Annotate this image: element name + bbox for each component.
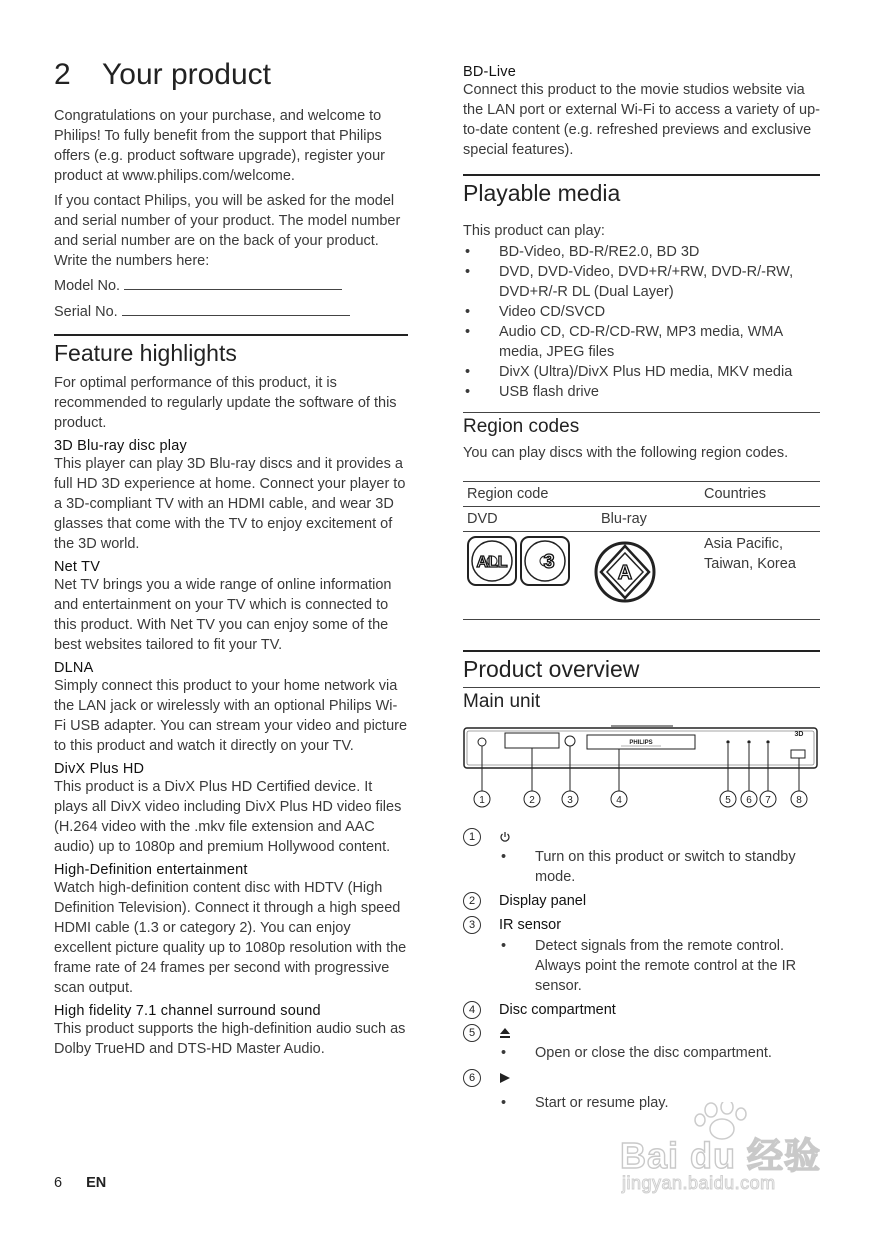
device-diagram [463, 723, 820, 809]
playable-media [463, 174, 820, 402]
part-number: 4 [463, 1001, 481, 1019]
part-bullets [463, 1043, 820, 1063]
list-item: • BD-Video, BD-R/RE2.0, BD 3D [463, 242, 820, 262]
device-3d-logo: 3D [794, 731, 804, 738]
list-item: • DVD, DVD-Video, DVD+R/+RW, DVD-R/-RW, DVD+R/-R DL (Dual Layer) [463, 262, 820, 302]
serial-number-blank [122, 304, 350, 316]
watermark-url: jingyan.baidu.com [622, 1173, 776, 1193]
page-footer [54, 1175, 106, 1191]
part-item [463, 1069, 820, 1087]
intro-section [54, 106, 408, 322]
subsection-title: Region codes [463, 412, 820, 438]
region-all-icon [468, 537, 516, 585]
eject-icon [499, 1027, 511, 1039]
table-row [463, 532, 820, 620]
feature-title: High fidelity 7.1 channel surround sound [54, 1003, 321, 1019]
product-overview-title: Product overview [463, 650, 820, 688]
part-item [463, 1024, 820, 1042]
list-item: • DivX (Ultra)/DivX Plus HD media, MKV media [463, 362, 820, 382]
list-item: • Audio CD, CD-R/CD-RW, MP3 media, WMA media, JPEG files [463, 322, 820, 362]
serial-number-label: Serial No. [54, 304, 118, 320]
table-row [463, 507, 820, 532]
intro-paragraph: Congratulations on your purchase, and welcome to Philips! To fully benefit from the support that Philips offers (e.g. product software upgrade), register your product at www.philips.com/welcome. [54, 108, 385, 184]
chapter-number: 2 [54, 58, 71, 91]
features-intro: For optimal performance of this product, it is recommended to regularly update the software of this product. [54, 375, 397, 431]
part-bullets [463, 847, 820, 887]
callout-label: 8 [796, 795, 802, 806]
part-label: IR sensor [499, 917, 562, 933]
list-item: • Turn on this product or switch to standby mode. [463, 847, 820, 887]
region-codes [463, 412, 820, 620]
list-item: • Open or close the disc compartment. [463, 1043, 820, 1063]
left-column [54, 58, 408, 1059]
part-bullets [463, 936, 820, 996]
region-all-label: ALL [476, 554, 508, 571]
part-number: 5 [463, 1024, 481, 1042]
feature-title: 3D Blu-ray disc play [54, 438, 187, 454]
play-icon [747, 740, 750, 743]
feature-title: DivX Plus HD [54, 761, 145, 777]
chapter-title: Your product [102, 58, 272, 91]
feature-text: This product is a DivX Plus HD Certified device. It plays all DivX video including DivX Plus HD video files (H.264 video with the .mkv file extension and AAC audio) up to 1080p and premium Hollywood content. [54, 779, 402, 855]
callout-label: 6 [746, 795, 752, 806]
part-item [463, 828, 820, 846]
feature-title: DLNA [54, 660, 94, 676]
region-3-icon [521, 537, 569, 585]
table-header-row [463, 482, 820, 507]
part-label: Display panel [499, 893, 587, 909]
feature-highlights [54, 334, 408, 1059]
region-table [463, 481, 820, 620]
device-brand: PHILIPS [629, 740, 653, 746]
callout-label: 4 [616, 795, 622, 806]
serial-number-field [54, 302, 408, 322]
table-cell: Blu-ray [597, 507, 700, 532]
eject-icon [726, 740, 729, 743]
feature-title: High-Definition entertainment [54, 862, 248, 878]
column-header: Countries [700, 482, 820, 507]
list-item: • Detect signals from the remote control. Always point the remote control at the IR sensor. [463, 936, 820, 996]
part-item [463, 891, 820, 911]
callout-label: 1 [479, 795, 485, 806]
bdlive-text: Connect this product to the movie studios website via the LAN port or external Wi-Fi to access a variety of up-to-date content (e.g. refreshed previews and exclusive special features). [463, 82, 820, 158]
list-item: • Start or resume play. [463, 1093, 820, 1113]
part-item [463, 915, 820, 935]
part-number: 3 [463, 916, 481, 934]
page-number: 6 [54, 1175, 63, 1191]
part-number: 2 [463, 892, 481, 910]
chapter-heading [54, 58, 408, 92]
callout-label: 5 [725, 795, 731, 806]
table-cell: Asia Pacific, Taiwan, Korea [700, 532, 820, 620]
list-item: • Video CD/SVCD [463, 302, 820, 322]
bluray-region-icon-cell [597, 532, 700, 620]
model-number-blank [124, 278, 342, 290]
feature-text: Simply connect this product to your home network via the LAN jack or wirelessly with an optional Philips Wi-Fi USB adapter. You can stream your video and picture to this product and watch it directly on your TV. [54, 678, 408, 754]
playable-list [463, 242, 820, 402]
region-intro: You can play discs with the following region codes. [463, 445, 789, 461]
region-a-label: A [617, 562, 633, 584]
table-cell: DVD [463, 507, 597, 532]
callout-label: 3 [567, 795, 573, 806]
main-unit-title: Main unit [463, 691, 541, 712]
play-icon [499, 1072, 511, 1084]
list-item: • USB flash drive [463, 382, 820, 402]
right-column [463, 64, 820, 1117]
callout-label: 2 [529, 795, 535, 806]
region-3-label: 3 [543, 551, 555, 573]
power-icon [499, 831, 511, 843]
intro-paragraph: If you contact Philips, you will be asked for the model and serial number of your product. The model number and serial number are on the back of your product. Write the numbers here: [54, 193, 401, 269]
table-cell [700, 507, 820, 532]
stop-icon [766, 740, 769, 743]
dvd-region-icons-svg [467, 534, 571, 588]
feature-text: Net TV brings you a wide range of online information and entertainment on your TV which is connected to this product. With Net TV you can enjoy some of the best websites tailored to fit your TV. [54, 577, 392, 653]
model-number-field [54, 276, 408, 296]
language-code: EN [86, 1175, 107, 1191]
feature-text: This product supports the high-definition audio such as Dolby TrueHD and DTS-HD Master Audio. [54, 1021, 406, 1057]
callout-label: 7 [765, 795, 771, 806]
dvd-region-icons [463, 532, 597, 620]
bdlive-title: BD-Live [463, 64, 516, 80]
feature-text: This player can play 3D Blu-ray discs and it provides a full HD 3D experience at home. Connect your player to a 3D-compliant TV with an HDMI cable, and wear 3D glasses that come with the TV to enjoy excitement of the 3D world. [54, 456, 406, 552]
bluray-region-a-icon [593, 534, 657, 608]
section-title: Playable media [463, 174, 820, 207]
parts-list [463, 828, 820, 1113]
model-number-label: Model No. [54, 278, 121, 294]
part-number: 1 [463, 828, 481, 846]
feature-title: Net TV [54, 559, 101, 575]
part-number: 6 [463, 1069, 481, 1087]
section-title: Feature highlights [54, 334, 408, 367]
column-header: Region code [463, 482, 700, 507]
feature-text: Watch high-definition content disc with HDTV (High Definition Television). Connect it through a high speed HDMI cable (1.3 or category 2). You can enjoy excellent picture quality up to 1080p resolution with the frame rate of 24 frames per second with progressive scan output. [54, 880, 407, 996]
part-item [463, 1000, 820, 1020]
playable-intro: This product can play: [463, 223, 605, 239]
part-label: Disc compartment [499, 1002, 616, 1018]
watermark-text: Bai du 经验 [620, 1135, 822, 1176]
